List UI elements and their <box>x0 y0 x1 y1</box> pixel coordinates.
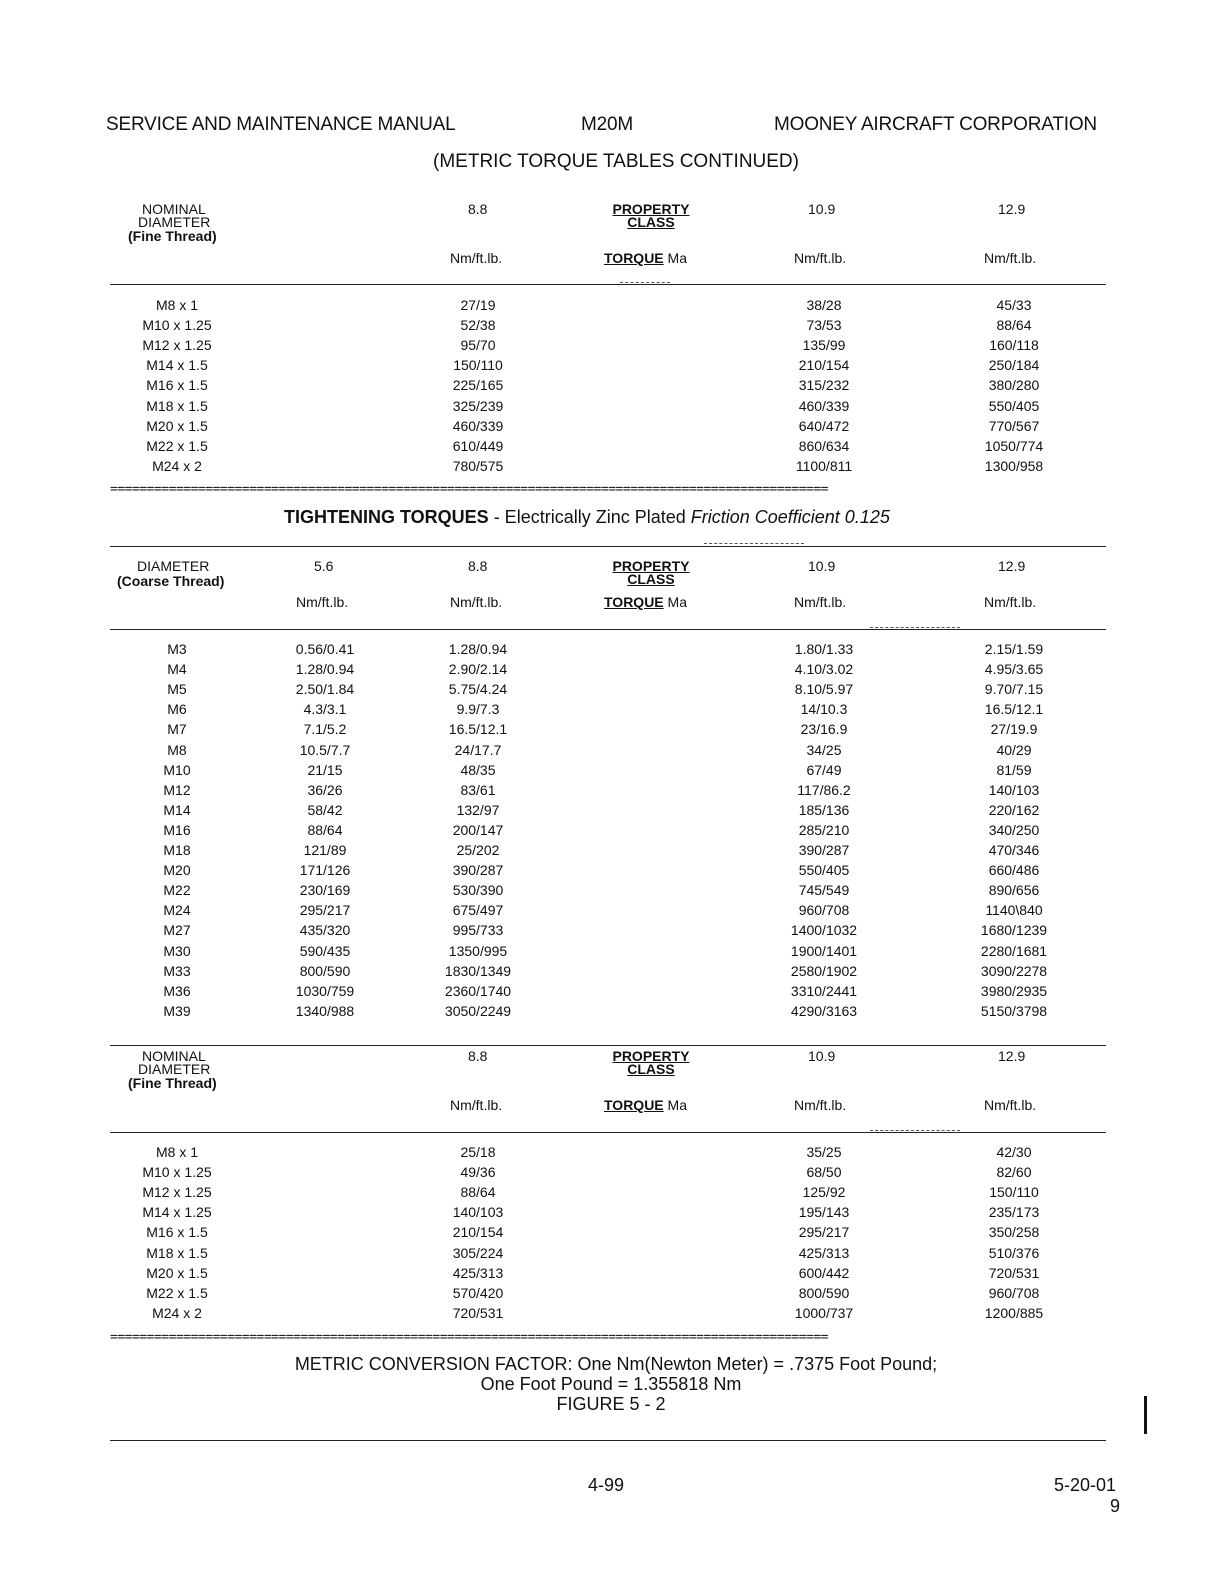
row-diameter: M18 x 1.5 <box>146 1244 208 1261</box>
equals-divider: ================================================================================================== <box>110 482 829 497</box>
row-diameter: M4 <box>167 661 187 678</box>
row-value: 210/154 <box>452 1224 504 1241</box>
row-value: 2580/1902 <box>790 962 858 979</box>
property-heading: PROPERTY <box>612 558 690 574</box>
row-diameter: M30 <box>163 942 191 959</box>
row-value: 640/472 <box>798 417 850 434</box>
row-value: 42/30 <box>996 1144 1032 1160</box>
row-value: 995/733 <box>452 922 504 939</box>
row-value: 1340/988 <box>295 1002 355 1019</box>
row-value: 860/634 <box>798 437 850 454</box>
row-value: 67/49 <box>806 761 842 778</box>
class-8-8-heading: 8.8 <box>468 201 488 217</box>
row-value: 1400/1032 <box>790 922 858 939</box>
row-value: 140/103 <box>988 781 1040 798</box>
row-value: 200/147 <box>452 821 504 838</box>
unit-12-9: Nm/ft.lb. <box>984 1097 1037 1113</box>
table-rule <box>110 629 1106 630</box>
row-diameter: M18 <box>163 842 191 858</box>
row-value: 3090/2278 <box>980 962 1048 979</box>
row-value: 800/590 <box>299 962 351 979</box>
row-diameter: M16 x 1.5 <box>146 1224 208 1241</box>
class-8-8-heading: 8.8 <box>468 1048 488 1064</box>
row-value: 1.28/0.94 <box>448 641 508 657</box>
row-value: 38/28 <box>806 297 842 313</box>
row-value: 88/64 <box>307 821 343 838</box>
row-value: 88/64 <box>996 317 1032 334</box>
row-diameter: M14 x 1.25 <box>142 1204 212 1221</box>
row-value: 1680/1239 <box>980 922 1048 939</box>
row-diameter: M39 <box>163 1002 191 1019</box>
table-rule-dashed <box>620 282 670 283</box>
row-value: 770/567 <box>988 417 1040 434</box>
row-value: 305/224 <box>452 1244 504 1261</box>
row-value: 390/287 <box>452 862 504 879</box>
row-value: 1350/995 <box>448 942 508 959</box>
row-diameter: M10 x 1.25 <box>142 317 212 334</box>
row-value: 720/531 <box>452 1304 504 1321</box>
unit-10-9: Nm/ft.lb. <box>794 250 847 266</box>
row-diameter: M27 <box>163 922 191 939</box>
row-value: 960/708 <box>798 902 850 919</box>
row-value: 425/313 <box>452 1264 504 1281</box>
unit-12-9: Nm/ft.lb. <box>984 594 1037 610</box>
row-value: 48/35 <box>460 761 496 778</box>
row-value: 1000/737 <box>794 1304 854 1321</box>
row-diameter: M14 x 1.5 <box>146 357 208 374</box>
row-value: 10.5/7.7 <box>299 741 351 758</box>
row-diameter: M24 x 2 <box>152 1304 202 1321</box>
row-value: 460/339 <box>452 417 504 434</box>
model-label: M20M <box>581 114 633 135</box>
row-value: 25/18 <box>460 1144 496 1160</box>
row-value: 2360/1740 <box>444 982 512 999</box>
row-value: 1.28/0.94 <box>295 661 355 678</box>
table-rule <box>110 1045 1106 1046</box>
torque-heading: TORQUE Ma <box>604 1097 687 1113</box>
diameter-label: DIAMETER <box>138 1061 211 1077</box>
conversion-line-1: METRIC CONVERSION FACTOR: One Nm(Newton Meter) = .7375 Foot Pound; <box>294 1354 938 1374</box>
row-value: 2.15/1.59 <box>984 641 1044 657</box>
row-diameter: M24 <box>163 902 191 919</box>
row-value: 220/162 <box>988 801 1040 818</box>
table-rule-dashed <box>704 543 804 544</box>
row-value: 35/25 <box>806 1144 842 1160</box>
row-value: 68/50 <box>806 1164 842 1181</box>
coarse-thread-label: (Coarse Thread) <box>117 573 225 589</box>
table-rule <box>110 1132 1106 1133</box>
row-value: 1140\840 <box>985 902 1043 919</box>
row-value: 7.1/5.2 <box>303 721 347 738</box>
change-bar <box>1144 1396 1147 1434</box>
row-value: 8.10/5.97 <box>794 681 854 698</box>
row-value: 23/16.9 <box>800 721 848 738</box>
nominal-label: NOMINAL <box>142 1048 206 1064</box>
row-value: 45/33 <box>996 297 1032 313</box>
row-diameter: M12 x 1.25 <box>142 337 212 354</box>
row-value: 1050/774 <box>984 437 1044 454</box>
row-value: 1.80/1.33 <box>794 641 854 657</box>
row-diameter: M16 <box>163 821 191 838</box>
unit-10-9: Nm/ft.lb. <box>794 594 847 610</box>
row-value: 390/287 <box>798 842 850 858</box>
row-value: 295/217 <box>299 902 351 919</box>
unit-8-8: Nm/ft.lb. <box>450 594 503 610</box>
row-value: 600/442 <box>798 1264 850 1281</box>
row-diameter: M7 <box>167 721 187 738</box>
row-diameter: M14 <box>163 801 191 818</box>
row-value: 350/258 <box>988 1224 1040 1241</box>
row-value: 225/165 <box>452 377 504 394</box>
row-value: 4.10/3.02 <box>794 661 854 678</box>
table-rule <box>110 546 1106 547</box>
row-value: 720/531 <box>988 1264 1040 1281</box>
row-value: 1200/885 <box>984 1304 1044 1321</box>
row-value: 610/449 <box>452 437 504 454</box>
row-value: 25/202 <box>456 842 500 858</box>
row-value: 4290/3163 <box>790 1002 858 1019</box>
row-value: 340/250 <box>988 821 1040 838</box>
row-value: 14/10.3 <box>800 701 848 718</box>
row-diameter: M8 <box>167 741 187 758</box>
row-value: 171/126 <box>299 862 351 879</box>
revision-number: 9 <box>1110 1496 1121 1516</box>
row-value: 380/280 <box>988 377 1040 394</box>
row-value: 185/136 <box>798 801 850 818</box>
row-diameter: M6 <box>167 701 187 718</box>
torque-heading: TORQUE Ma <box>604 250 687 266</box>
row-diameter: M20 <box>163 862 191 879</box>
row-value: 425/313 <box>798 1244 850 1261</box>
row-diameter: M24 x 2 <box>152 457 202 474</box>
property-heading: PROPERTY <box>612 201 690 217</box>
row-value: 2280/1681 <box>980 942 1048 959</box>
row-value: 27/19.9 <box>990 721 1038 738</box>
row-value: 1300/958 <box>984 457 1044 474</box>
unit-8-8: Nm/ft.lb. <box>450 250 503 266</box>
row-value: 160/118 <box>989 337 1039 354</box>
row-value: 3980/2935 <box>980 982 1048 999</box>
class-heading: CLASS <box>627 214 675 230</box>
row-value: 5.75/4.24 <box>448 681 508 698</box>
manual-title: SERVICE AND MAINTENANCE MANUAL <box>106 114 456 135</box>
conversion-line-2: One Foot Pound = 1.355818 Nm <box>480 1374 742 1394</box>
row-value: 890/656 <box>988 882 1040 899</box>
row-value: 1100/811 <box>795 457 853 474</box>
row-diameter: M12 x 1.25 <box>142 1184 212 1201</box>
row-value: 470/346 <box>988 842 1040 858</box>
class-heading: CLASS <box>627 571 675 587</box>
row-value: 510/376 <box>988 1244 1040 1261</box>
row-value: 24/17.7 <box>454 741 502 758</box>
row-diameter: M22 x 1.5 <box>146 437 208 454</box>
class-10-9-heading: 10.9 <box>808 558 836 574</box>
row-value: 36/26 <box>307 781 343 798</box>
row-value: 40/29 <box>996 741 1032 758</box>
row-value: 315/232 <box>798 377 850 394</box>
row-value: 550/405 <box>798 862 850 879</box>
row-value: 3050/2249 <box>444 1002 512 1019</box>
row-value: 570/420 <box>452 1284 504 1301</box>
row-value: 135/99 <box>802 337 846 354</box>
row-diameter: M36 <box>163 982 191 999</box>
unit-5-6: Nm/ft.lb. <box>296 594 349 610</box>
class-5-6-heading: 5.6 <box>314 558 334 574</box>
table-rule <box>110 284 1106 285</box>
row-value: 9.9/7.3 <box>456 701 500 718</box>
row-value: 675/497 <box>452 902 504 919</box>
row-diameter: M10 <box>163 761 191 778</box>
row-value: 83/61 <box>460 781 496 798</box>
class-8-8-heading: 8.8 <box>468 558 488 574</box>
revision-date: 5-20-01 <box>1054 1475 1117 1495</box>
row-diameter: M20 x 1.5 <box>146 1264 208 1281</box>
row-value: 195/143 <box>798 1204 850 1221</box>
row-value: 460/339 <box>798 397 850 414</box>
row-value: 4.95/3.65 <box>984 661 1044 678</box>
row-value: 5150/3798 <box>980 1002 1048 1019</box>
row-diameter: M16 x 1.5 <box>146 377 208 394</box>
fine-thread-label: (Fine Thread) <box>128 228 217 244</box>
property-heading: PROPERTY <box>612 1048 690 1064</box>
row-value: 0.56/0.41 <box>295 641 355 657</box>
figure-caption: FIGURE 5 - 2 <box>556 1394 666 1414</box>
row-value: 2.50/1.84 <box>295 681 355 698</box>
class-12-9-heading: 12.9 <box>998 558 1026 574</box>
row-value: 960/708 <box>988 1284 1040 1301</box>
row-value: 1900/1401 <box>790 942 858 959</box>
row-diameter: M20 x 1.5 <box>146 417 208 434</box>
page-subtitle: (METRIC TORQUE TABLES CONTINUED) <box>433 151 799 172</box>
row-value: 780/575 <box>452 457 504 474</box>
unit-10-9: Nm/ft.lb. <box>794 1097 847 1113</box>
row-value: 3310/2441 <box>790 982 858 999</box>
row-value: 235/173 <box>988 1204 1040 1221</box>
row-value: 34/25 <box>806 741 842 758</box>
diameter-label: DIAMETER <box>138 214 211 230</box>
row-diameter: M33 <box>163 962 191 979</box>
class-12-9-heading: 12.9 <box>998 201 1026 217</box>
fine-thread-label: (Fine Thread) <box>128 1075 217 1091</box>
row-value: 210/154 <box>798 357 850 374</box>
row-value: 660/486 <box>988 862 1040 879</box>
row-value: 150/110 <box>989 1184 1039 1201</box>
row-diameter: M5 <box>167 681 187 698</box>
row-value: 58/42 <box>307 801 343 818</box>
nominal-label: NOMINAL <box>142 201 206 217</box>
row-value: 550/405 <box>988 397 1040 414</box>
row-value: 140/103 <box>452 1204 504 1221</box>
unit-8-8: Nm/ft.lb. <box>450 1097 503 1113</box>
row-diameter: M22 x 1.5 <box>146 1284 208 1301</box>
class-10-9-heading: 10.9 <box>808 1048 836 1064</box>
row-value: 9.70/7.15 <box>984 681 1044 698</box>
row-value: 530/390 <box>452 882 504 899</box>
unit-12-9: Nm/ft.lb. <box>984 250 1037 266</box>
row-value: 435/320 <box>299 922 351 939</box>
row-value: 745/549 <box>798 882 850 899</box>
row-value: 250/184 <box>988 357 1040 374</box>
row-diameter: M3 <box>167 641 187 657</box>
class-heading: CLASS <box>627 1061 675 1077</box>
row-value: 1830/1349 <box>444 962 512 979</box>
row-diameter: M12 <box>163 781 191 798</box>
row-value: 82/60 <box>996 1164 1032 1181</box>
row-value: 27/19 <box>460 297 496 313</box>
row-value: 2.90/2.14 <box>448 661 508 678</box>
row-value: 121/89 <box>303 842 347 858</box>
row-diameter: M8 x 1 <box>155 1144 198 1160</box>
row-value: 230/169 <box>299 882 351 899</box>
row-value: 285/210 <box>798 821 850 838</box>
row-value: 132/97 <box>456 801 500 818</box>
row-value: 95/70 <box>460 337 496 354</box>
table-rule-dashed <box>870 627 960 628</box>
tightening-title: TIGHTENING TORQUES - Electrically Zinc Plated Friction Coefficient 0.125 <box>284 507 890 527</box>
row-diameter: M18 x 1.5 <box>146 397 208 414</box>
row-value: 150/110 <box>453 357 503 374</box>
page-rule <box>110 1440 1106 1441</box>
row-diameter: M10 x 1.25 <box>142 1164 212 1181</box>
class-12-9-heading: 12.9 <box>998 1048 1026 1064</box>
class-10-9-heading: 10.9 <box>808 201 836 217</box>
row-value: 21/15 <box>307 761 343 778</box>
table-rule-dashed <box>870 1130 960 1131</box>
row-value: 1030/759 <box>295 982 355 999</box>
company-name: MOONEY AIRCRAFT CORPORATION <box>774 114 1097 135</box>
row-value: 117/86.2 <box>797 781 851 798</box>
row-value: 73/53 <box>806 317 842 334</box>
torque-heading: TORQUE Ma <box>604 594 687 610</box>
row-diameter: M8 x 1 <box>155 297 198 313</box>
row-value: 325/239 <box>452 397 504 414</box>
row-value: 16.5/12.1 <box>448 721 508 738</box>
row-value: 49/36 <box>460 1164 496 1181</box>
row-value: 88/64 <box>460 1184 496 1201</box>
row-value: 800/590 <box>798 1284 850 1301</box>
row-value: 16.5/12.1 <box>984 701 1044 718</box>
row-value: 4.3/3.1 <box>303 701 347 718</box>
page-number: 4-99 <box>588 1475 625 1495</box>
row-value: 81/59 <box>996 761 1032 778</box>
row-diameter: M22 <box>163 882 191 899</box>
diameter-label: DIAMETER <box>137 558 210 574</box>
row-value: 295/217 <box>798 1224 850 1241</box>
row-value: 590/435 <box>299 942 351 959</box>
row-value: 52/38 <box>460 317 496 334</box>
equals-divider: ================================================================================================== <box>110 1330 829 1345</box>
row-value: 125/92 <box>802 1184 846 1201</box>
